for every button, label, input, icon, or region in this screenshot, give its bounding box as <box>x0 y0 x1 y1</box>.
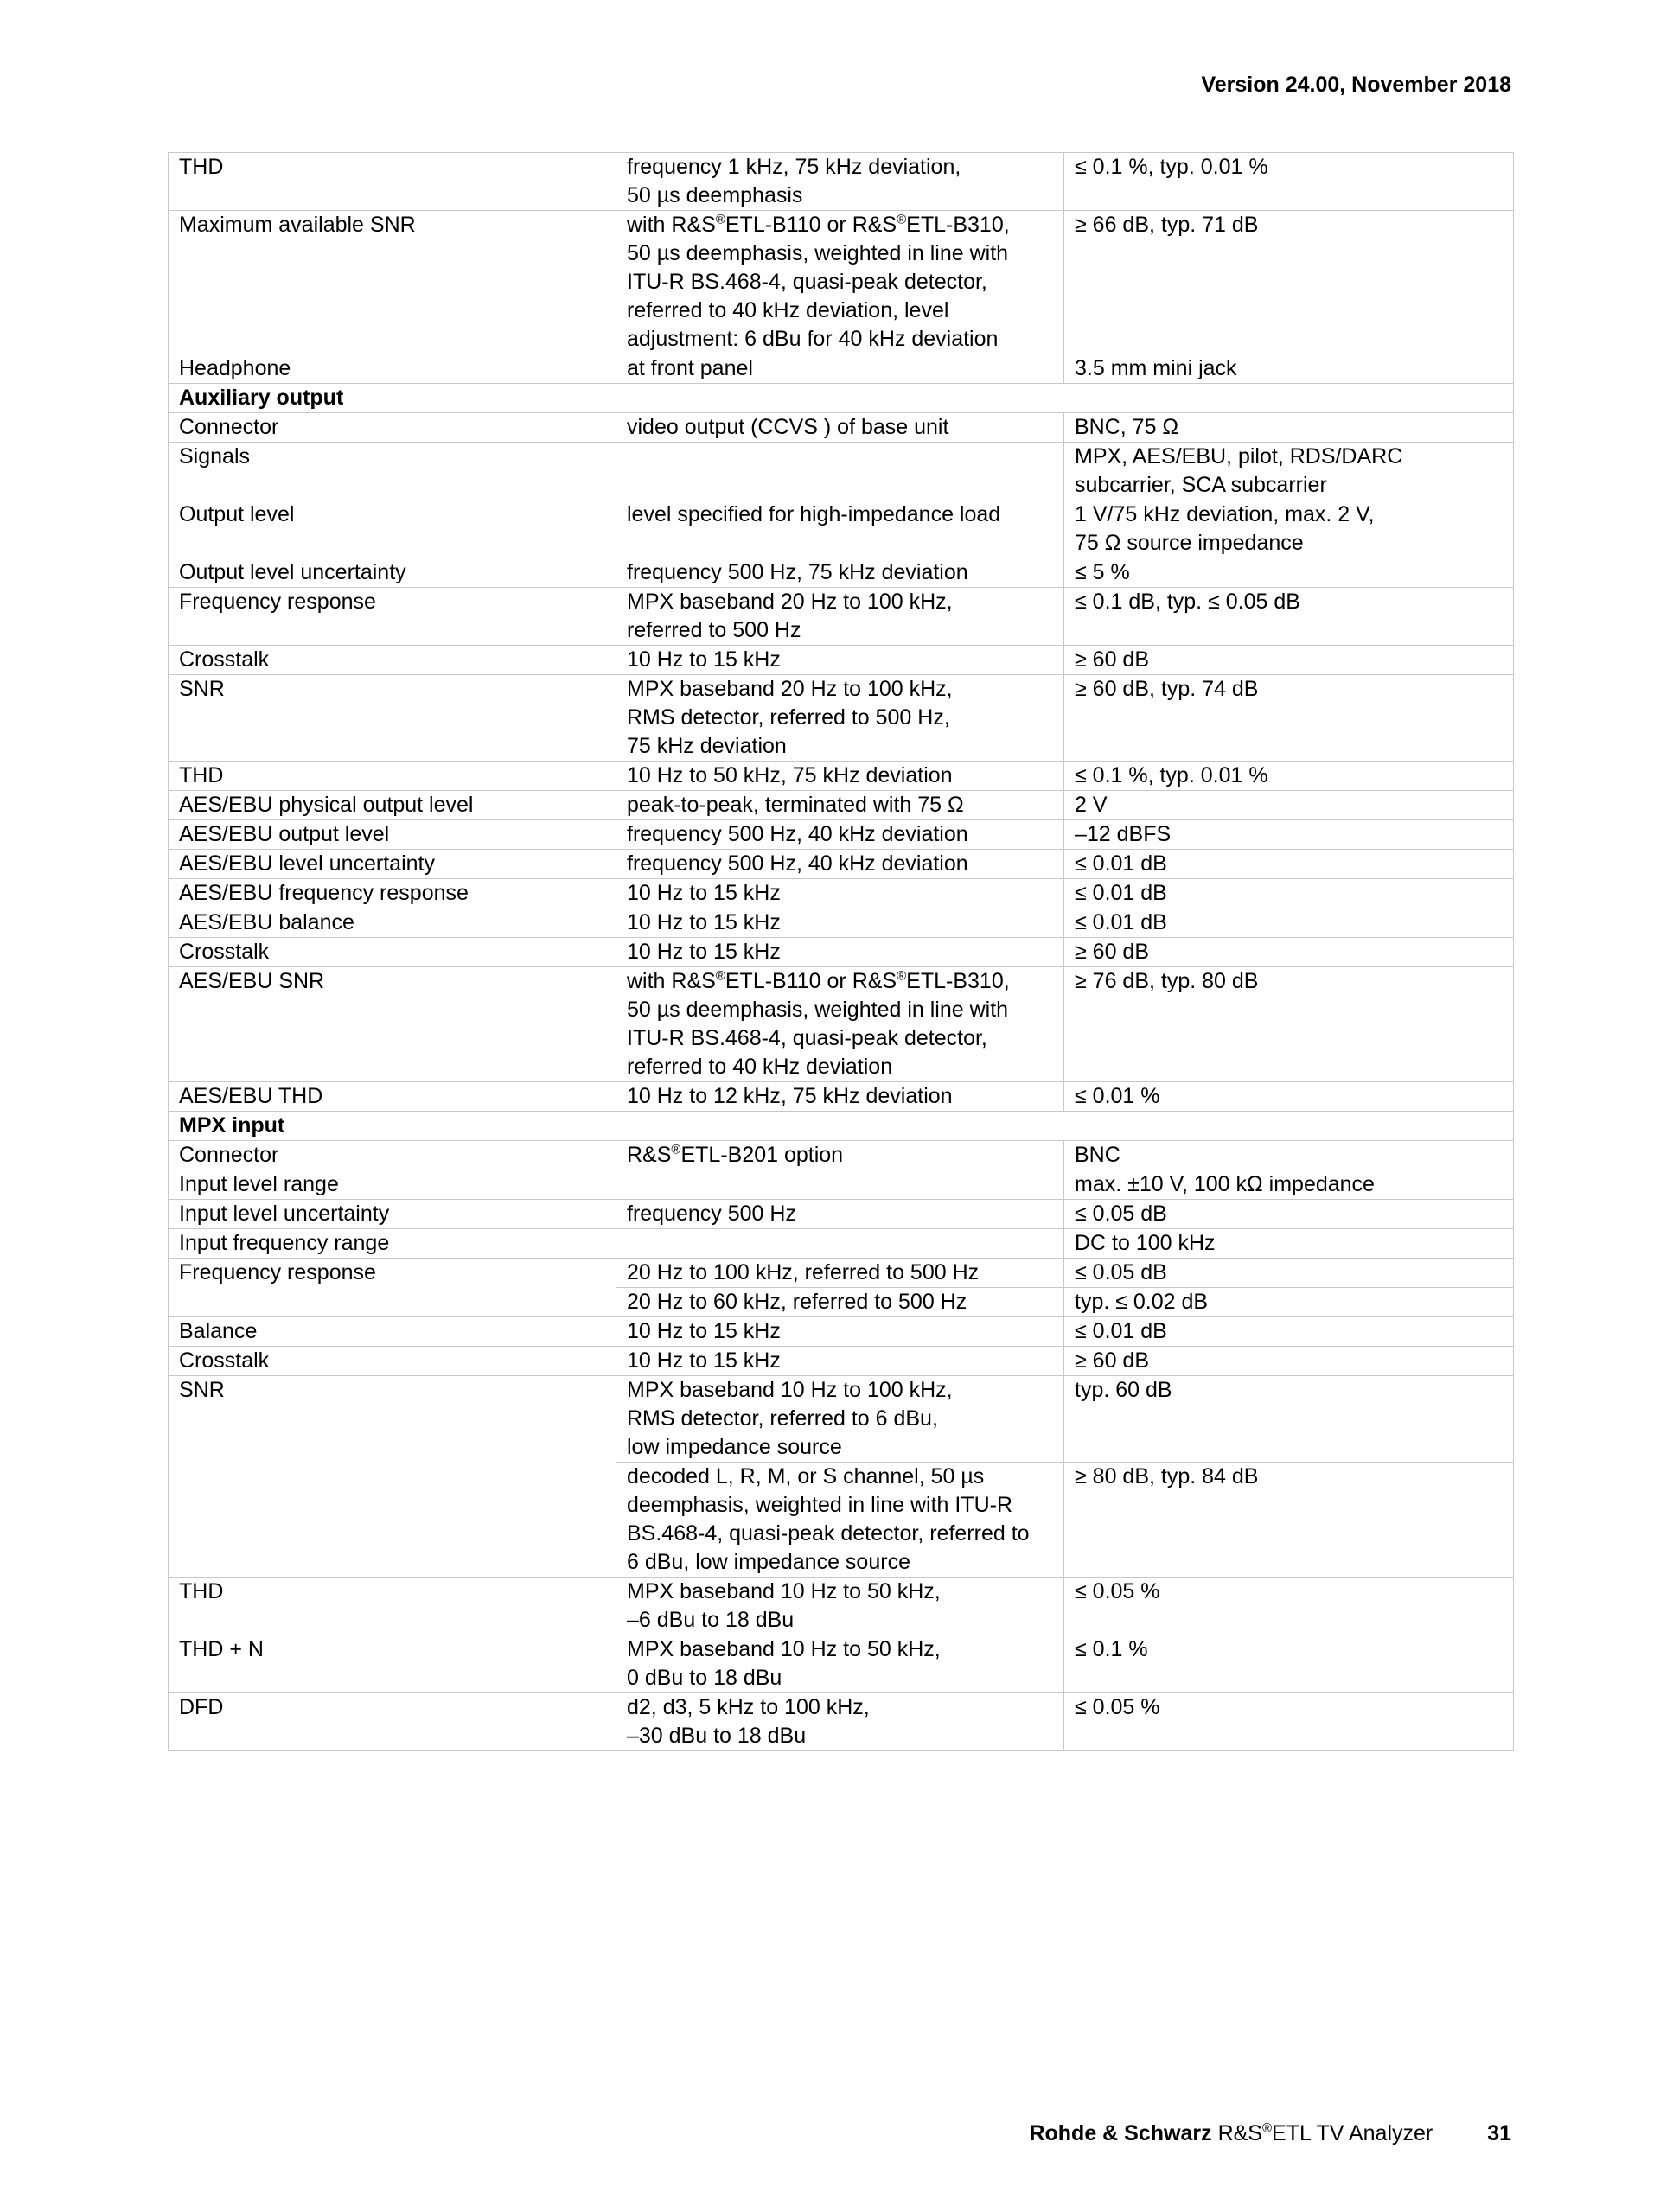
parameter-condition: frequency 500 Hz, 40 kHz deviation <box>616 820 1064 850</box>
parameter-value: typ. 60 dB <box>1064 1376 1514 1463</box>
parameter-name: AES/EBU balance <box>169 908 616 938</box>
parameter-condition: 20 Hz to 100 kHz, referred to 500 Hz <box>616 1259 1064 1288</box>
spec-row <box>169 500 1514 558</box>
parameter-value: DC to 100 kHz <box>1064 1229 1514 1259</box>
parameter-value: max. ±10 V, 100 kΩ impedance <box>1064 1170 1514 1200</box>
page-header-version: Version 24.00, November 2018 <box>1201 73 1511 97</box>
spec-row <box>169 1141 1514 1170</box>
spec-row <box>169 153 1514 211</box>
spec-row <box>169 413 1514 443</box>
parameter-name: THD <box>169 762 616 791</box>
parameter-condition: d2, d3, 5 kHz to 100 kHz, –30 dBu to 18 dBu <box>616 1693 1064 1751</box>
parameter-value: ≤ 0.1 dB, typ. ≤ 0.05 dB <box>1064 588 1514 646</box>
spec-row <box>169 588 1514 646</box>
parameter-condition: frequency 500 Hz <box>616 1200 1064 1229</box>
spec-row <box>169 1635 1514 1693</box>
parameter-condition: 10 Hz to 15 kHz <box>616 1347 1064 1376</box>
specifications-table-body <box>169 153 1514 1751</box>
section-title: Auxiliary output <box>169 384 1514 413</box>
spec-row <box>169 1693 1514 1751</box>
parameter-condition: 10 Hz to 15 kHz <box>616 646 1064 675</box>
parameter-condition: MPX baseband 10 Hz to 50 kHz, –6 dBu to 18 dBu <box>616 1578 1064 1635</box>
parameter-condition: MPX baseband 10 Hz to 50 kHz, 0 dBu to 18 dBu <box>616 1635 1064 1693</box>
parameter-condition: 10 Hz to 15 kHz <box>616 879 1064 908</box>
parameter-name: THD <box>169 153 616 211</box>
parameter-name: Crosstalk <box>169 646 616 675</box>
spec-row <box>169 1317 1514 1347</box>
parameter-condition: frequency 500 Hz, 40 kHz deviation <box>616 850 1064 879</box>
parameter-value: ≤ 0.05 % <box>1064 1693 1514 1751</box>
spec-row <box>169 1376 1514 1463</box>
parameter-condition: peak-to-peak, terminated with 75 Ω <box>616 791 1064 820</box>
parameter-value: ≤ 0.1 %, typ. 0.01 % <box>1064 762 1514 791</box>
spec-row <box>169 646 1514 675</box>
parameter-value: ≤ 0.05 dB <box>1064 1259 1514 1288</box>
parameter-value: ≤ 0.01 dB <box>1064 850 1514 879</box>
spec-row <box>169 675 1514 762</box>
parameter-value: –12 dBFS <box>1064 820 1514 850</box>
parameter-name: AES/EBU physical output level <box>169 791 616 820</box>
parameter-value: ≥ 60 dB, typ. 74 dB <box>1064 675 1514 762</box>
spec-row <box>169 1082 1514 1112</box>
parameter-value: ≤ 0.05 dB <box>1064 1200 1514 1229</box>
parameter-name: AES/EBU level uncertainty <box>169 850 616 879</box>
parameter-name: Connector <box>169 413 616 443</box>
spec-row <box>169 1578 1514 1635</box>
parameter-condition <box>616 1170 1064 1200</box>
parameter-name: SNR <box>169 1376 616 1578</box>
spec-row <box>169 211 1514 354</box>
spec-row <box>169 1170 1514 1200</box>
parameter-condition: 10 Hz to 15 kHz <box>616 908 1064 938</box>
spec-row <box>169 443 1514 500</box>
parameter-value: typ. ≤ 0.02 dB <box>1064 1288 1514 1317</box>
page-footer <box>1029 2121 1511 2146</box>
section-header-row <box>169 1112 1514 1141</box>
parameter-condition: 10 Hz to 50 kHz, 75 kHz deviation <box>616 762 1064 791</box>
parameter-condition: with R&S®ETL-B110 or R&S®ETL-B310, 50 µs deemphasis, weighted in line with ITU-R BS.468-4, quasi-peak detector, referred to 40 kHz deviation, level adjustment: 6 dBu for 40 kHz deviation <box>616 211 1064 354</box>
parameter-condition: frequency 500 Hz, 75 kHz deviation <box>616 558 1064 588</box>
parameter-name: AES/EBU output level <box>169 820 616 850</box>
parameter-name: Input level range <box>169 1170 616 1200</box>
spec-row <box>169 850 1514 879</box>
parameter-name: Input level uncertainty <box>169 1200 616 1229</box>
parameter-value: ≥ 66 dB, typ. 71 dB <box>1064 211 1514 354</box>
parameter-value: ≤ 0.01 dB <box>1064 1317 1514 1347</box>
parameter-value: BNC <box>1064 1141 1514 1170</box>
parameter-condition: 10 Hz to 15 kHz <box>616 938 1064 967</box>
spec-row <box>169 1229 1514 1259</box>
section-title: MPX input <box>169 1112 1514 1141</box>
parameter-name: Balance <box>169 1317 616 1347</box>
parameter-condition: R&S®ETL-B201 option <box>616 1141 1064 1170</box>
parameter-value: 1 V/75 kHz deviation, max. 2 V, 75 Ω source impedance <box>1064 500 1514 558</box>
footer-company: Rohde & Schwarz <box>1029 2121 1212 2145</box>
parameter-value: 3.5 mm mini jack <box>1064 354 1514 384</box>
parameter-condition: level specified for high-impedance load <box>616 500 1064 558</box>
parameter-value: ≥ 80 dB, typ. 84 dB <box>1064 1463 1514 1578</box>
spec-row <box>169 1259 1514 1288</box>
parameter-condition: decoded L, R, M, or S channel, 50 µs deemphasis, weighted in line with ITU-R BS.468-4, quasi-peak detector, referred to 6 dBu, low impedance source <box>616 1463 1064 1578</box>
parameter-name: AES/EBU THD <box>169 1082 616 1112</box>
footer-product: R&S®ETL TV Analyzer <box>1217 2120 1433 2145</box>
parameter-value: ≤ 0.05 % <box>1064 1578 1514 1635</box>
spec-row <box>169 558 1514 588</box>
parameter-value: ≤ 0.01 dB <box>1064 908 1514 938</box>
parameter-name: Signals <box>169 443 616 500</box>
spec-row <box>169 1200 1514 1229</box>
footer-page-number: 31 <box>1487 2121 1511 2145</box>
parameter-name: AES/EBU SNR <box>169 967 616 1082</box>
parameter-condition: video output (CCVS ) of base unit <box>616 413 1064 443</box>
parameter-name: THD + N <box>169 1635 616 1693</box>
parameter-name: THD <box>169 1578 616 1635</box>
parameter-condition: at front panel <box>616 354 1064 384</box>
parameter-condition: frequency 1 kHz, 75 kHz deviation, 50 µs deemphasis <box>616 153 1064 211</box>
parameter-condition: with R&S®ETL-B110 or R&S®ETL-B310, 50 µs deemphasis, weighted in line with ITU-R BS.468-4, quasi-peak detector, referred to 40 kHz deviation <box>616 967 1064 1082</box>
parameter-condition <box>616 1229 1064 1259</box>
parameter-value: 2 V <box>1064 791 1514 820</box>
spec-row <box>169 354 1514 384</box>
spec-row <box>169 938 1514 967</box>
parameter-value: ≤ 0.1 % <box>1064 1635 1514 1693</box>
spec-row <box>169 762 1514 791</box>
spec-row <box>169 967 1514 1082</box>
parameter-condition: 10 Hz to 12 kHz, 75 kHz deviation <box>616 1082 1064 1112</box>
parameter-value: ≥ 76 dB, typ. 80 dB <box>1064 967 1514 1082</box>
parameter-condition: MPX baseband 20 Hz to 100 kHz, referred to 500 Hz <box>616 588 1064 646</box>
parameter-name: SNR <box>169 675 616 762</box>
parameter-value: MPX, AES/EBU, pilot, RDS/DARC subcarrier, SCA subcarrier <box>1064 443 1514 500</box>
parameter-name: DFD <box>169 1693 616 1751</box>
parameter-name: Headphone <box>169 354 616 384</box>
parameter-name: Maximum available SNR <box>169 211 616 354</box>
parameter-value: ≤ 5 % <box>1064 558 1514 588</box>
parameter-value: BNC, 75 Ω <box>1064 413 1514 443</box>
spec-row <box>169 820 1514 850</box>
parameter-condition: MPX baseband 10 Hz to 100 kHz, RMS detector, referred to 6 dBu, low impedance source <box>616 1376 1064 1463</box>
parameter-value: ≥ 60 dB <box>1064 938 1514 967</box>
parameter-name: Crosstalk <box>169 1347 616 1376</box>
spec-row <box>169 879 1514 908</box>
parameter-name: AES/EBU frequency response <box>169 879 616 908</box>
spec-row <box>169 791 1514 820</box>
parameter-value: ≤ 0.01 dB <box>1064 879 1514 908</box>
parameter-name: Output level <box>169 500 616 558</box>
parameter-condition: 10 Hz to 15 kHz <box>616 1317 1064 1347</box>
parameter-value: ≥ 60 dB <box>1064 646 1514 675</box>
parameter-condition: 20 Hz to 60 kHz, referred to 500 Hz <box>616 1288 1064 1317</box>
section-header-row <box>169 384 1514 413</box>
parameter-name: Frequency response <box>169 588 616 646</box>
parameter-value: ≥ 60 dB <box>1064 1347 1514 1376</box>
spec-row <box>169 1347 1514 1376</box>
parameter-name: Crosstalk <box>169 938 616 967</box>
parameter-value: ≤ 0.1 %, typ. 0.01 % <box>1064 153 1514 211</box>
spec-row <box>169 908 1514 938</box>
parameter-name: Input frequency range <box>169 1229 616 1259</box>
specifications-table <box>168 152 1514 1751</box>
parameter-value: ≤ 0.01 % <box>1064 1082 1514 1112</box>
parameter-condition: MPX baseband 20 Hz to 100 kHz, RMS detector, referred to 500 Hz, 75 kHz deviation <box>616 675 1064 762</box>
parameter-name: Frequency response <box>169 1259 616 1317</box>
parameter-name: Connector <box>169 1141 616 1170</box>
parameter-condition <box>616 443 1064 500</box>
parameter-name: Output level uncertainty <box>169 558 616 588</box>
